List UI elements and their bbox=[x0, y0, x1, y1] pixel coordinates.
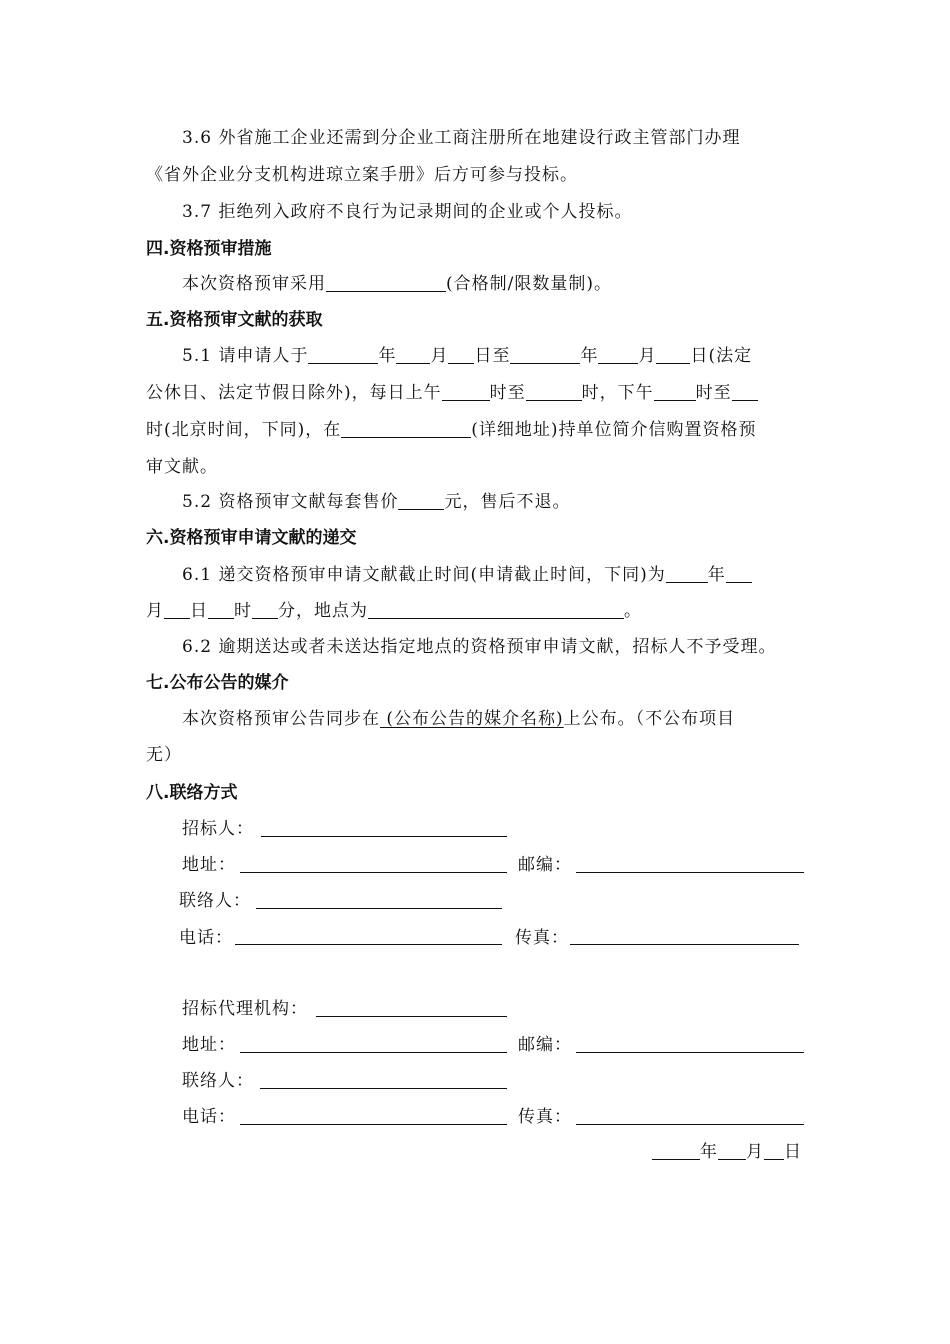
heading-section-7: 七.公布公告的媒介 bbox=[146, 673, 289, 693]
label-contact: 联络人： bbox=[179, 891, 251, 911]
blank-field bbox=[396, 346, 430, 364]
para-7-media-line2: 无） bbox=[146, 745, 182, 765]
text: (详细地址)持单位简介信购置资格预 bbox=[471, 420, 757, 440]
para-3-7: 3.7 拒绝列入政府不良行为记录期间的企业或个人投标。 bbox=[182, 202, 633, 222]
phone-line-2 bbox=[240, 1124, 507, 1125]
label-postcode-2: 邮编： bbox=[518, 1035, 572, 1055]
para-5-1-line4: 审文献。 bbox=[146, 457, 218, 477]
para-7-media bbox=[182, 706, 735, 732]
blank-field bbox=[764, 1142, 784, 1160]
text: 年 bbox=[707, 565, 726, 585]
phone-line bbox=[235, 944, 502, 945]
blank-field bbox=[652, 1142, 700, 1160]
text: 日(法定 bbox=[690, 346, 753, 366]
tenderer-line bbox=[261, 836, 507, 837]
label-fax-2: 传真： bbox=[518, 1107, 572, 1127]
label-address-2: 地址： bbox=[182, 1035, 236, 1055]
blank-field bbox=[510, 346, 580, 364]
text: 年 bbox=[580, 346, 599, 366]
blank-field bbox=[448, 346, 474, 364]
para-3-6-line1: 3.6 外省施工企业还需到分企业工商注册所在地建设行政主管部门办理 bbox=[182, 128, 741, 148]
text: 时 bbox=[234, 601, 252, 621]
text: 5.2 资格预审文献每套售价 bbox=[182, 492, 399, 512]
postcode-line-2 bbox=[576, 1052, 804, 1053]
blank-field bbox=[598, 346, 638, 364]
text: 月 bbox=[430, 346, 449, 366]
para-4-method bbox=[182, 271, 612, 297]
text: 时至 bbox=[695, 383, 732, 403]
text: 月 bbox=[746, 1142, 764, 1162]
text: 月 bbox=[146, 601, 164, 621]
text: 元，售后不退。 bbox=[444, 492, 571, 512]
contact-line bbox=[256, 908, 502, 909]
address-line bbox=[240, 872, 507, 873]
text: 本次资格预审采用 bbox=[182, 274, 326, 294]
para-6-1-line1 bbox=[182, 562, 752, 588]
text: 。 bbox=[624, 601, 642, 621]
blank-field bbox=[526, 383, 582, 401]
text: 分，地点为 bbox=[278, 601, 368, 621]
text: 上公布。（不公布项目 bbox=[563, 709, 736, 729]
blank-field bbox=[164, 601, 190, 619]
text: 5.1 请申请人于 bbox=[182, 346, 309, 366]
text: 公休日、法定节假日除外)，每日上午 bbox=[146, 383, 442, 403]
text: 日至 bbox=[474, 346, 511, 366]
postcode-line bbox=[576, 872, 804, 873]
label-agency: 招标代理机构： bbox=[182, 999, 308, 1019]
heading-section-5: 五.资格预审文献的获取 bbox=[146, 310, 323, 330]
media-name: (公布公告的媒介名称) bbox=[380, 709, 564, 729]
blank-field bbox=[726, 565, 752, 583]
text: 6.1 递交资格预审申请文献截止时间(申请截止时间，下同)为 bbox=[182, 565, 666, 585]
fax-line-2 bbox=[576, 1124, 804, 1125]
label-address: 地址： bbox=[182, 855, 236, 875]
label-fax: 传真： bbox=[515, 928, 569, 948]
label-phone-2: 电话： bbox=[182, 1107, 236, 1127]
para-6-1-line2 bbox=[146, 598, 642, 624]
blank-field bbox=[308, 346, 378, 364]
text: 年 bbox=[700, 1142, 718, 1162]
para-5-1-line2 bbox=[146, 380, 758, 406]
heading-section-4: 四.资格预审措施 bbox=[146, 239, 272, 259]
blank-field bbox=[252, 601, 278, 619]
heading-section-8: 八.联络方式 bbox=[146, 783, 238, 803]
label-phone: 电话： bbox=[179, 928, 233, 948]
text: 日 bbox=[784, 1142, 802, 1162]
fax-line bbox=[570, 944, 799, 945]
blank-field bbox=[208, 601, 234, 619]
contact-line-2 bbox=[260, 1088, 507, 1089]
text: 月 bbox=[638, 346, 657, 366]
text: (合格制/限数量制)。 bbox=[446, 274, 612, 294]
blank-field bbox=[732, 383, 758, 401]
blank-field bbox=[442, 383, 490, 401]
date-line bbox=[652, 1139, 802, 1165]
label-postcode: 邮编： bbox=[518, 855, 572, 875]
agency-line bbox=[316, 1016, 507, 1017]
para-5-1-line1 bbox=[182, 343, 752, 369]
blank-field bbox=[341, 420, 471, 438]
para-5-1-line3 bbox=[146, 417, 757, 443]
blank-field bbox=[666, 565, 708, 583]
heading-section-6: 六.资格预审申请文献的递交 bbox=[146, 528, 357, 548]
blank-field bbox=[398, 492, 444, 510]
address-line-2 bbox=[240, 1052, 507, 1053]
text: 本次资格预审公告同步在 bbox=[182, 709, 380, 729]
text: 年 bbox=[378, 346, 397, 366]
label-contact-2: 联络人： bbox=[182, 1071, 254, 1091]
para-6-2: 6.2 逾期送达或者未送达指定地点的资格预审申请文献，招标人不予受理。 bbox=[182, 637, 777, 657]
label-tenderer: 招标人： bbox=[182, 819, 254, 839]
blank-field bbox=[368, 601, 624, 619]
blank-field bbox=[656, 346, 690, 364]
text: 时，下午 bbox=[581, 383, 654, 403]
blank-field bbox=[654, 383, 696, 401]
blank-field bbox=[718, 1142, 746, 1160]
text: 日 bbox=[190, 601, 208, 621]
text: 时(北京时间，下同)，在 bbox=[146, 420, 342, 440]
para-3-6-line2: 《省外企业分支机构进琼立案手册》后方可参与投标。 bbox=[146, 165, 578, 185]
blank-field bbox=[326, 274, 446, 292]
text: 时至 bbox=[489, 383, 526, 403]
para-5-2 bbox=[182, 489, 570, 515]
